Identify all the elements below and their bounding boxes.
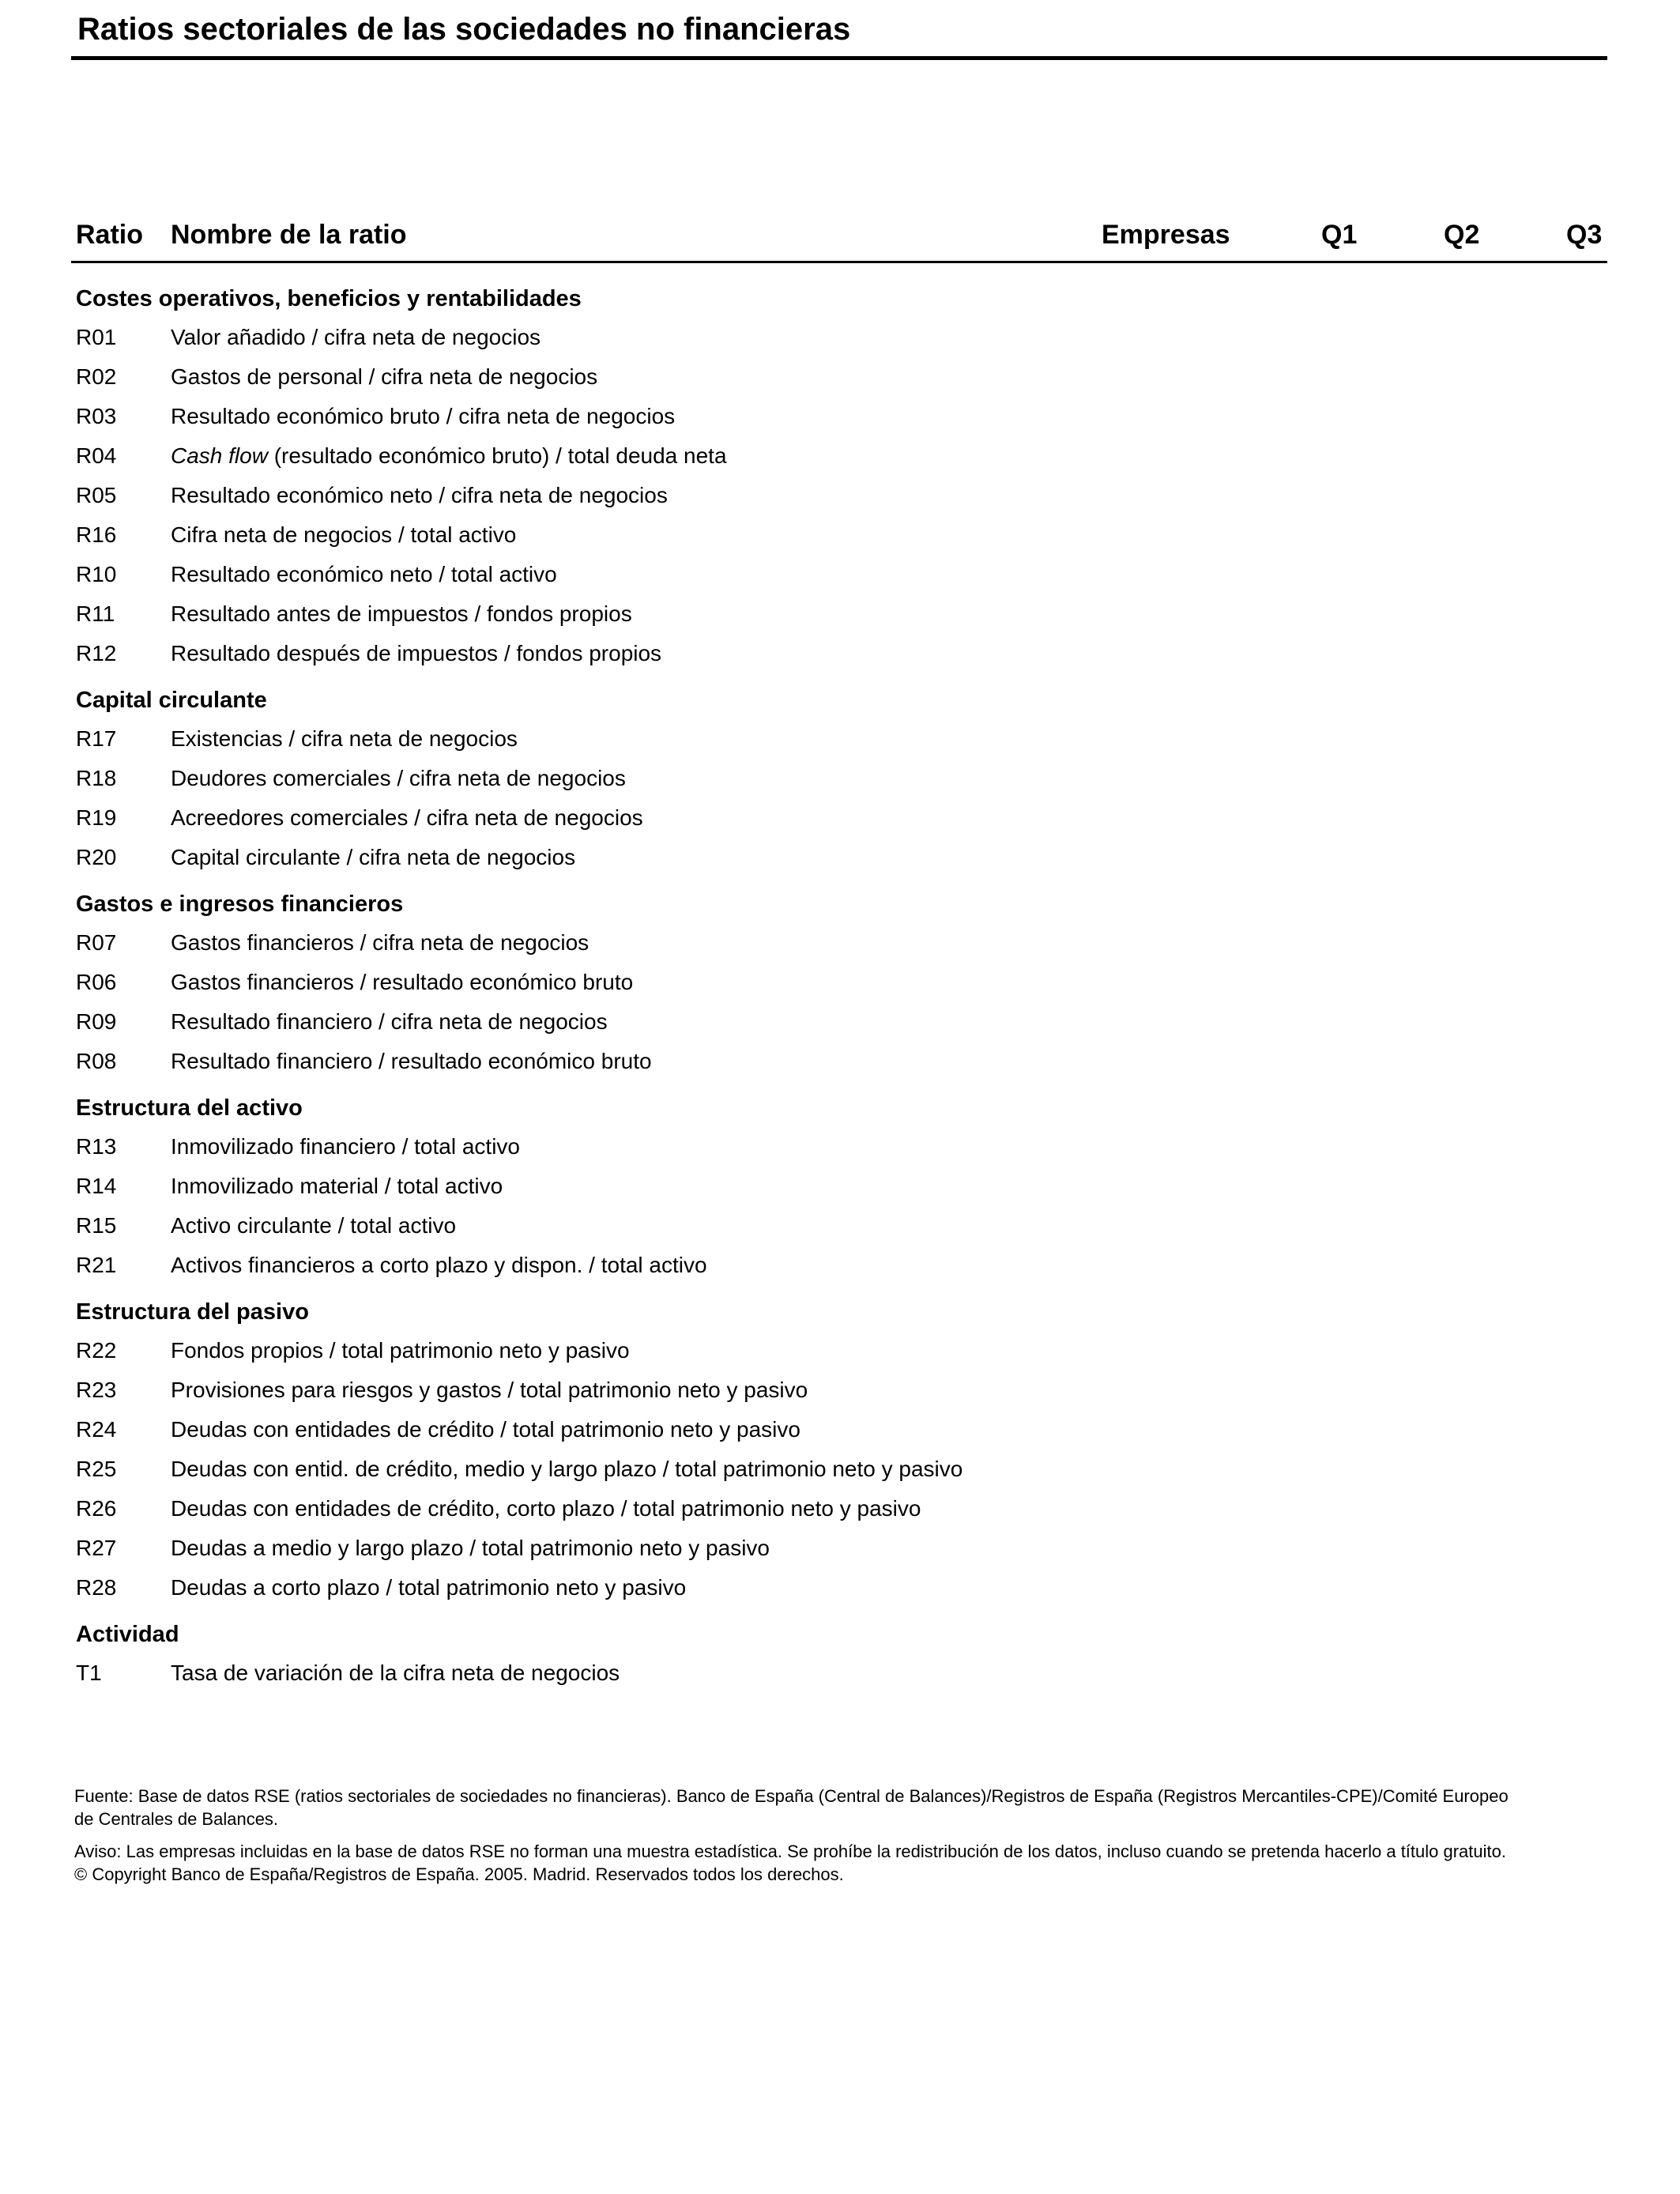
source-note [74, 1785, 1611, 1830]
table-row [76, 318, 1419, 357]
ratio-name-rest: (resultado económico bruto) / total deuda neta [267, 443, 727, 468]
header-name: Nombre de la ratio [171, 220, 407, 250]
table-row [76, 798, 1419, 838]
header-q3: Q3 [1566, 220, 1603, 250]
ratio-code: R26 [76, 1496, 117, 1521]
ratio-name: Deudas a medio y largo plazo / total patrimonio neto y pasivo [171, 1536, 770, 1560]
ratio-name: Activos financieros a corto plazo y dispon. / total activo [171, 1253, 707, 1277]
ratio-code: R19 [76, 805, 117, 830]
table-row [76, 759, 1419, 798]
table-row [76, 1489, 1419, 1529]
table-row [76, 1370, 1419, 1410]
table-row [76, 634, 1419, 673]
ratio-code: R13 [76, 1134, 117, 1159]
ratio-code: R01 [76, 325, 117, 349]
ratio-list [76, 280, 1419, 1693]
table-header [76, 215, 1607, 254]
source-note-line: Fuente: Base de datos RSE (ratios sectoriales de sociedades no financieras). Banco de España (Central de Balances)/Registros de España (Registros Mercantiles-CPE)/Comité Europeo [74, 1786, 1509, 1806]
table-row [76, 436, 1419, 476]
ratio-code: R25 [76, 1457, 117, 1481]
ratio-name: Valor añadido / cifra neta de negocios [171, 325, 541, 349]
table-row [76, 1127, 1419, 1167]
section-title: Gastos e ingresos financieros [76, 892, 404, 917]
table-row [76, 1331, 1419, 1370]
ratio-code: R28 [76, 1575, 117, 1600]
table-row [76, 476, 1419, 515]
ratio-code: R06 [76, 970, 117, 994]
ratio-code: R07 [76, 930, 117, 955]
ratio-name [171, 436, 727, 476]
table-row [76, 1449, 1419, 1489]
ratio-name: Deudas con entidades de crédito, corto plazo / total patrimonio neto y pasivo [171, 1496, 921, 1521]
ratio-code: R18 [76, 766, 117, 790]
ratio-name: Tasa de variación de la cifra neta de negocios [171, 1661, 620, 1685]
table-row [76, 838, 1419, 877]
ratio-section [76, 681, 1419, 877]
ratio-code: R08 [76, 1049, 117, 1073]
ratio-code: R23 [76, 1378, 117, 1402]
ratio-code: R22 [76, 1338, 117, 1363]
table-row [76, 357, 1419, 397]
section-title: Estructura del pasivo [76, 1299, 309, 1325]
header-empresas: Empresas [1102, 220, 1230, 250]
section-title: Capital circulante [76, 688, 267, 713]
ratio-code: R02 [76, 364, 117, 389]
header-rule [71, 261, 1607, 263]
ratio-code: R04 [76, 443, 117, 468]
ratio-name-italic: Cash flow [171, 443, 268, 468]
ratio-name: Gastos de personal / cifra neta de negocios [171, 364, 598, 389]
source-note-line: de Centrales de Balances. [74, 1809, 279, 1829]
ratio-name: Capital circulante / cifra neta de negocios [171, 845, 576, 869]
notice-note-line: Aviso: Las empresas incluidas en la base de datos RSE no forman una muestra estadística. Se prohíbe la redistribución de los datos, incluso cuando se pretenda hacerlo a título gratuito. [74, 1842, 1506, 1861]
ratio-code: R17 [76, 726, 117, 751]
ratio-code: R20 [76, 845, 117, 869]
ratio-name: Deudas a corto plazo / total patrimonio neto y pasivo [171, 1575, 687, 1600]
notice-note-line: © Copyright Banco de España/Registros de España. 2005. Madrid. Reservados todos los derechos. [74, 1864, 844, 1884]
ratio-name: Resultado financiero / cifra neta de negocios [171, 1009, 608, 1034]
ratio-code: R24 [76, 1417, 117, 1442]
ratio-code: R27 [76, 1536, 117, 1560]
ratio-name: Resultado financiero / resultado económico bruto [171, 1049, 652, 1073]
ratio-name: Gastos financieros / resultado económico bruto [171, 970, 634, 994]
notice-note [74, 1840, 1611, 1886]
table-row [76, 1653, 1419, 1693]
table-row [76, 1568, 1419, 1608]
table-row [76, 397, 1419, 436]
ratio-name: Deudas con entid. de crédito, medio y largo plazo / total patrimonio neto y pasivo [171, 1457, 963, 1481]
table-row [76, 963, 1419, 1002]
table-row [76, 1410, 1419, 1449]
page-title: Ratios sectoriales de las sociedades no financieras [77, 12, 851, 47]
table-row [76, 1042, 1419, 1081]
ratio-name: Cifra neta de negocios / total activo [171, 522, 517, 547]
ratio-section [76, 1089, 1419, 1285]
section-title: Costes operativos, beneficios y rentabilidades [76, 286, 582, 311]
header-ratio: Ratio [76, 220, 143, 250]
ratio-section [76, 280, 1419, 673]
ratio-name: Inmovilizado material / total activo [171, 1174, 503, 1198]
ratio-code: R16 [76, 522, 117, 547]
ratio-code: R03 [76, 404, 117, 428]
ratio-code: R11 [76, 601, 115, 626]
section-title: Estructura del activo [76, 1095, 303, 1121]
title-rule [71, 56, 1607, 60]
ratio-code: T1 [76, 1661, 102, 1685]
ratio-code: R09 [76, 1009, 117, 1034]
section-title: Actividad [76, 1622, 179, 1647]
ratio-name: Resultado después de impuestos / fondos propios [171, 641, 662, 665]
table-row [76, 923, 1419, 963]
ratio-name: Resultado económico neto / total activo [171, 562, 557, 586]
table-row [76, 1167, 1419, 1206]
ratio-section [76, 885, 1419, 1081]
ratio-section [76, 1293, 1419, 1608]
ratio-code: R14 [76, 1174, 117, 1198]
ratio-name: Deudas con entidades de crédito / total patrimonio neto y pasivo [171, 1417, 800, 1442]
ratio-name: Inmovilizado financiero / total activo [171, 1134, 520, 1159]
header-q1: Q1 [1321, 220, 1358, 250]
ratio-section [76, 1615, 1419, 1693]
ratio-name: Deudores comerciales / cifra neta de negocios [171, 766, 626, 790]
ratio-code: R12 [76, 641, 117, 665]
ratio-code: R05 [76, 483, 117, 507]
ratio-name: Provisiones para riesgos y gastos / total patrimonio neto y pasivo [171, 1378, 808, 1402]
table-row [76, 594, 1419, 634]
ratio-name: Resultado económico bruto / cifra neta de negocios [171, 404, 676, 428]
ratio-name: Resultado antes de impuestos / fondos propios [171, 601, 632, 626]
header-q2: Q2 [1444, 220, 1480, 250]
table-row [76, 1246, 1419, 1285]
table-row [76, 555, 1419, 594]
ratio-name: Existencias / cifra neta de negocios [171, 726, 518, 751]
ratio-name: Activo circulante / total activo [171, 1213, 457, 1238]
table-row [76, 1206, 1419, 1246]
ratio-name: Resultado económico neto / cifra neta de negocios [171, 483, 668, 507]
ratio-name: Fondos propios / total patrimonio neto y pasivo [171, 1338, 630, 1363]
table-row [76, 1529, 1419, 1568]
table-row [76, 719, 1419, 759]
footer [74, 1785, 1611, 1895]
ratio-code: R21 [76, 1253, 117, 1277]
ratio-code: R10 [76, 562, 117, 586]
ratio-name: Gastos financieros / cifra neta de negocios [171, 930, 590, 955]
ratio-code: R15 [76, 1213, 117, 1238]
table-row [76, 1002, 1419, 1042]
ratio-name: Acreedores comerciales / cifra neta de negocios [171, 805, 643, 830]
table-row [76, 515, 1419, 555]
